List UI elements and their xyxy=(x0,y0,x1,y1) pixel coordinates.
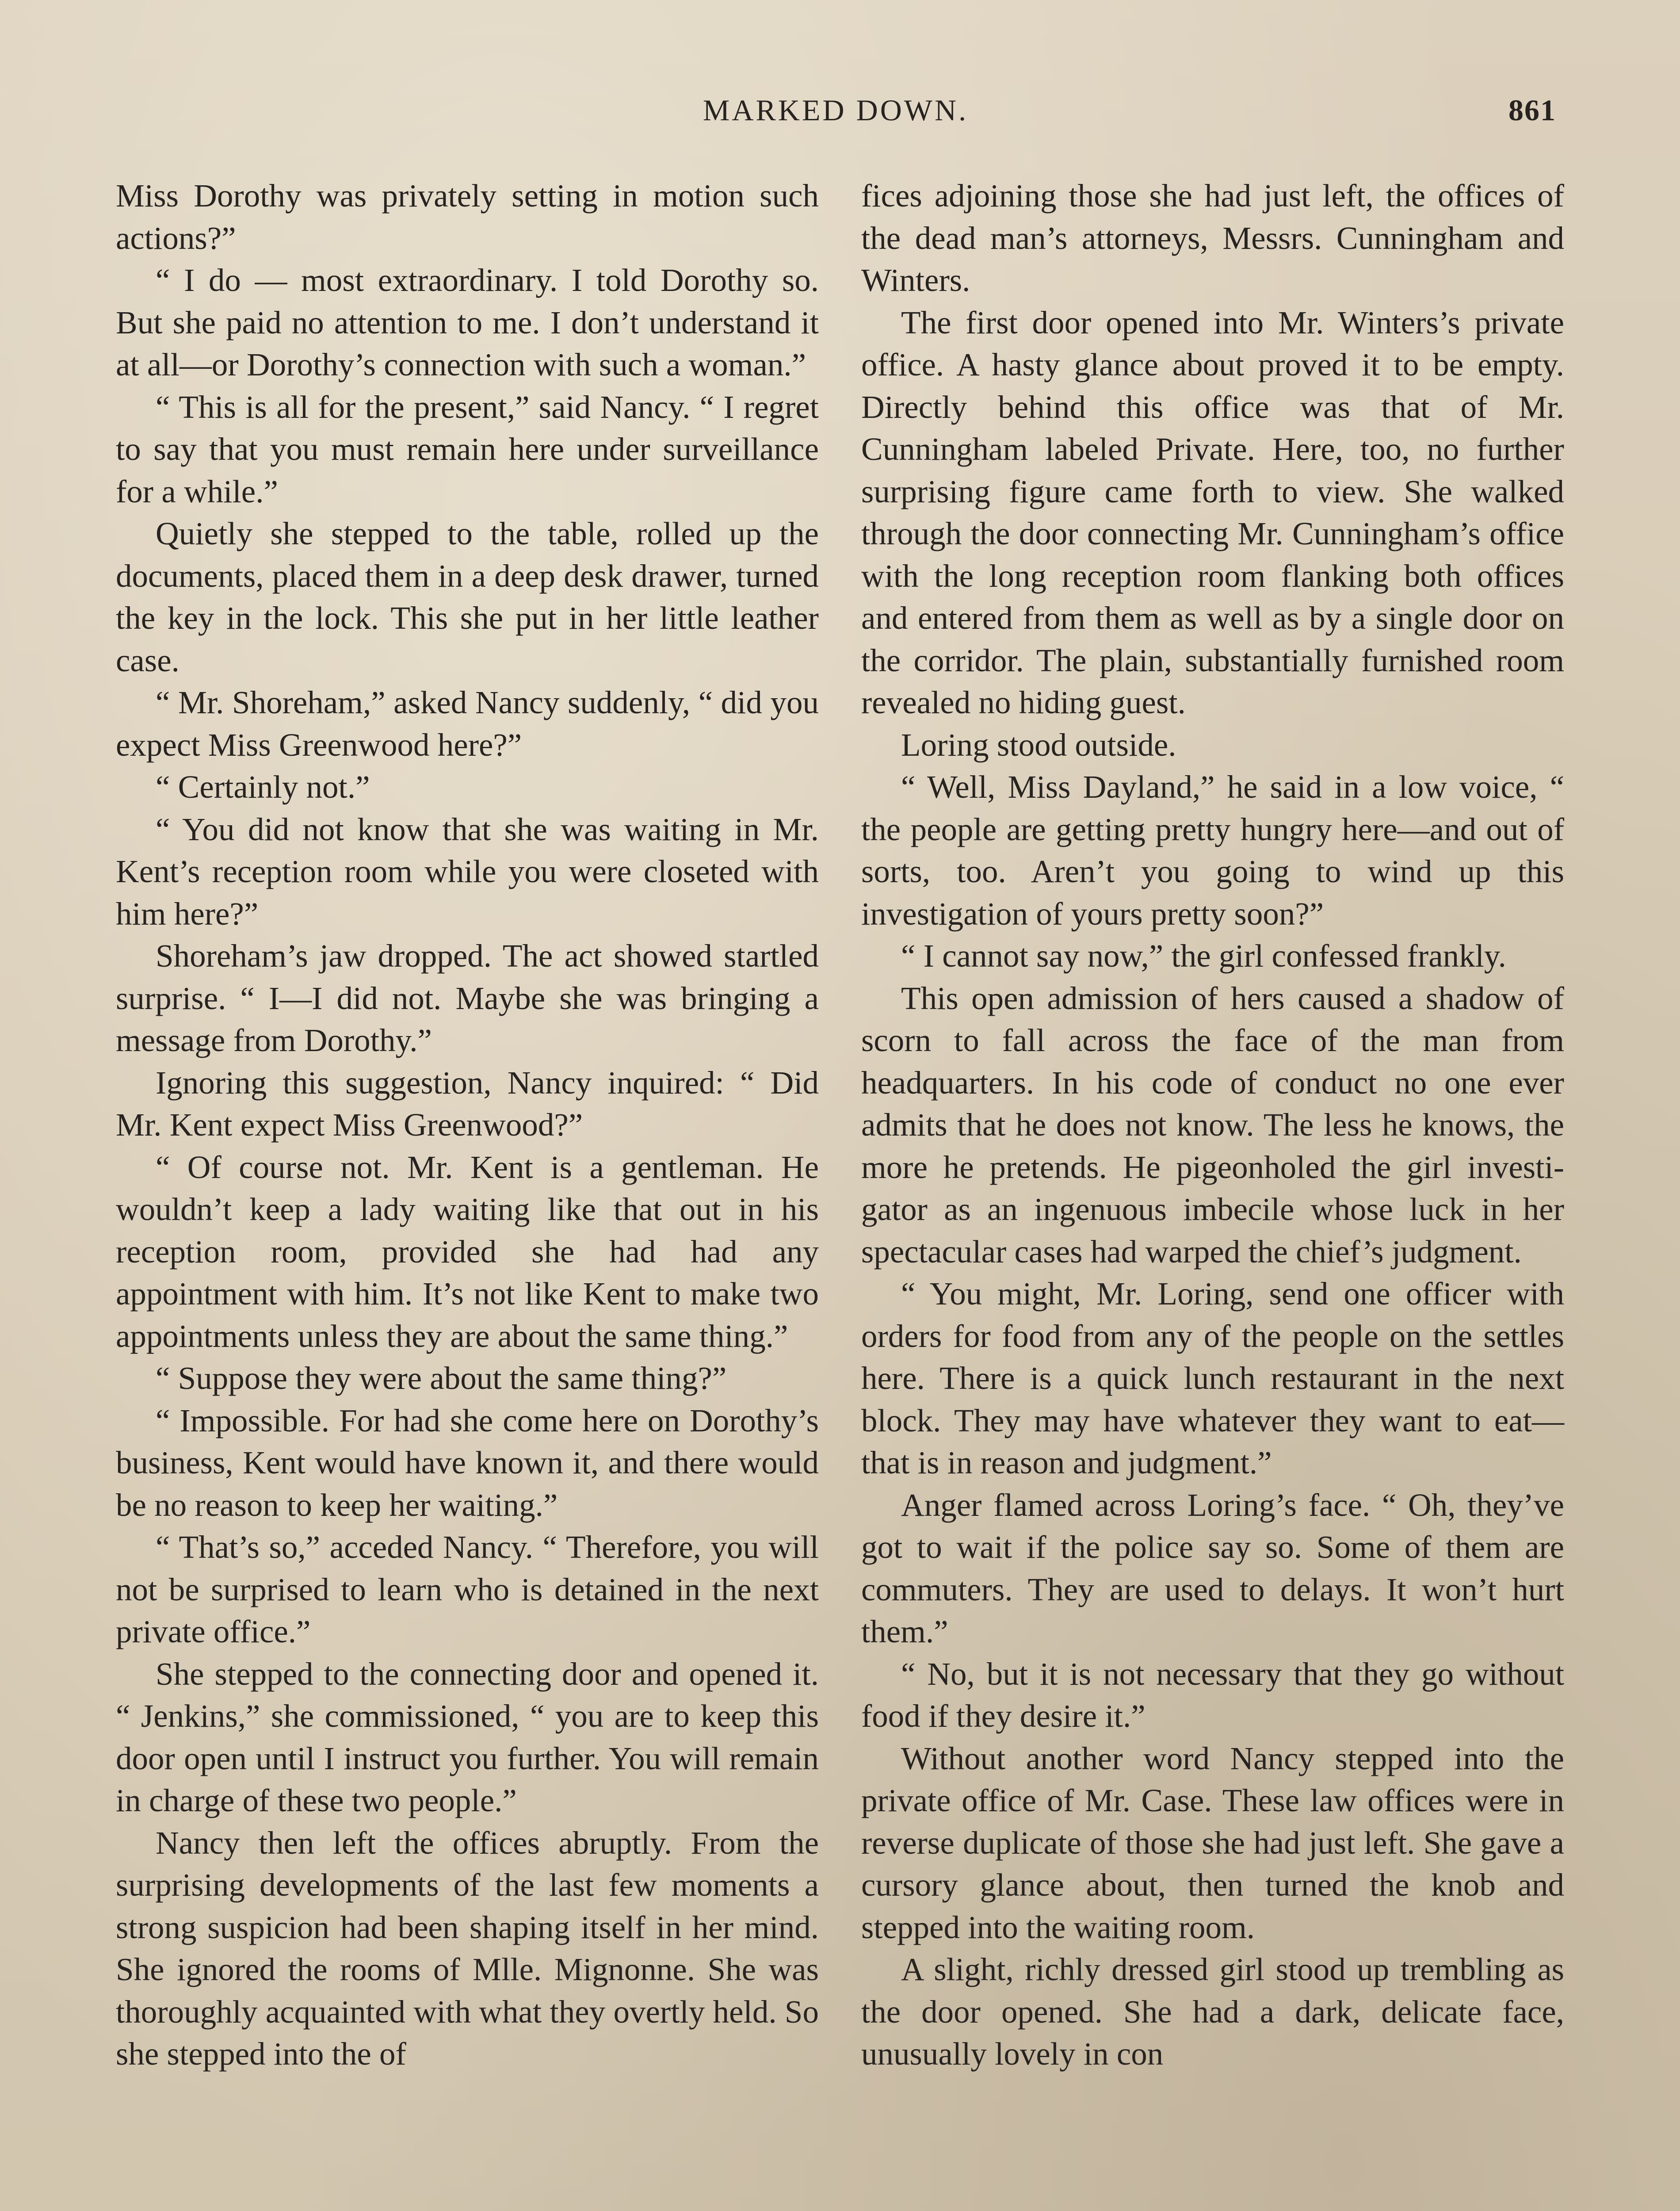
paragraph: “ Suppose they were about the same thing?” xyxy=(156,1360,727,1396)
left-column xyxy=(116,175,819,2075)
paragraph: Ignoring this suggestion, Nancy inquired: “ Did Mr. Kent expect Miss Greenwood?” xyxy=(116,1064,819,1143)
paragraph: “ Mr. Shoreham,” asked Nancy suddenly, “ did you expect Miss Greenwood here?” xyxy=(116,685,819,763)
paragraph: “ Certainly not.” xyxy=(156,769,370,805)
paragraph: A slight, richly dressed girl stood up trembling as the door opened. She had a dark, delicate face, unusually lovely in con xyxy=(861,1951,1564,2072)
paragraph: “ You might, Mr. Loring, send one officer with orders for food from any of the people on the settles here. There is a quick lunch restaurant in the next block. They may have whatever they want to eat—that is in reason and judgment.” xyxy=(861,1276,1564,1480)
right-column xyxy=(861,175,1564,2075)
paragraph: “ That’s so,” acceded Nancy. “ Therefore, you will not be surprised to learn who is detained in the next private office.” xyxy=(116,1529,819,1649)
paragraph: Nancy then left the offices abruptly. From the surprising developments of the last few moments a strong suspicion had been shaping itself in her mind. She ignored the rooms of Mlle. Mignonne. She was thoroughly acquainted with what they overtly held. So she stepped into the of xyxy=(116,1825,819,2072)
paragraph: fices adjoining those she had just left, the offices of the dead man’s attorneys, Messrs. Cunningham and Winters. xyxy=(861,178,1564,298)
paragraph: “ You did not know that she was waiting in Mr. Kent’s reception room while you were closeted with him here?” xyxy=(116,811,819,932)
paragraph: “ No, but it is not necessary that they go without food if they desire it.” xyxy=(861,1656,1564,1734)
paragraph: Quietly she stepped to the table, rolled up the documents, placed them in a deep desk drawer, turned the key in the lock. This she put in her little leather case. xyxy=(116,516,819,678)
paragraph: “ Of course not. Mr. Kent is a gentleman. He wouldn’t keep a lady waiting like that out in his reception room, provided she had had any appointment with him. It’s not like Kent to make two appointments unless they are about the same thing.” xyxy=(116,1149,819,1354)
paragraph: The first door opened into Mr. Winters’s private office. A hasty glance about proved it to be empty. Directly behind this office was that of Mr. Cunningham labeled Private. Here, too, no further surprising figure came forth to view. She walked through the door connecting Mr. Cunningham’s office with the long reception room flanking both offices and entered from them as well as by a single door on the corridor. The plain, substantially furnished room revealed no hiding guest. xyxy=(861,304,1564,720)
paragraph: This open admission of hers caused a shadow of scorn to fall across the face of the man from headquarters. In his code of conduct no one ever admits that he does not know. The less he knows, the more he pretends. He pigeonholed the girl investigator as an ingenuous imbecile whose luck in her spectacular cases had warped the chief’s judgment. xyxy=(861,980,1564,1270)
paragraph: Miss Dorothy was privately setting in motion such actions?” xyxy=(116,178,819,256)
paragraph: Loring stood outside. xyxy=(901,727,1176,763)
paragraph: Without another word Nancy stepped into the private office of Mr. Case. These law offices were in reverse duplicate of those she had just left. She gave a cursory glance about, then turned the knob and stepped into the waiting room. xyxy=(861,1740,1564,1945)
page-number: 861 xyxy=(1508,93,1556,127)
paragraph: She stepped to the connecting door and opened it. “ Jenkins,” she commissioned, “ you are to keep this door open until I instruct you further. You will remain in charge of these two people.” xyxy=(116,1656,819,1818)
paragraph: “ I cannot say now,” the girl confessed frankly. xyxy=(901,938,1506,974)
paragraph: Anger flamed across Loring’s face. “ Oh, they’ve got to wait if the police say so. Some of them are commuters. They are used to delays. It won’t hurt them.” xyxy=(861,1487,1564,1649)
running-title: MARKED DOWN. xyxy=(703,93,969,127)
paragraph: “ I do — most extraordinary. I told Dorothy so. But she paid no attention to me. I don’t understand it at all—or Dorothy’s connection with such a woman.” xyxy=(116,262,819,383)
paragraph: “ This is all for the present,” said Nancy. “ I regret to say that you must remain here under surveillance for a while.” xyxy=(116,389,819,509)
paragraph: “ Impossible. For had she come here on Dorothy’s business, Kent would have known it, and there would be no reason to keep her waiting.” xyxy=(116,1402,819,1523)
paragraph: “ Well, Miss Dayland,” he said in a low voice, “ the people are getting pretty hungry here—and out of sorts, too. Aren’t you going to wind up this investigation of yours pretty soon?” xyxy=(861,769,1564,932)
paragraph: Shoreham’s jaw dropped. The act showed startled surprise. “ I—I did not. Maybe she was bringing a message from Dorothy.” xyxy=(116,938,819,1058)
running-head xyxy=(115,93,1556,142)
